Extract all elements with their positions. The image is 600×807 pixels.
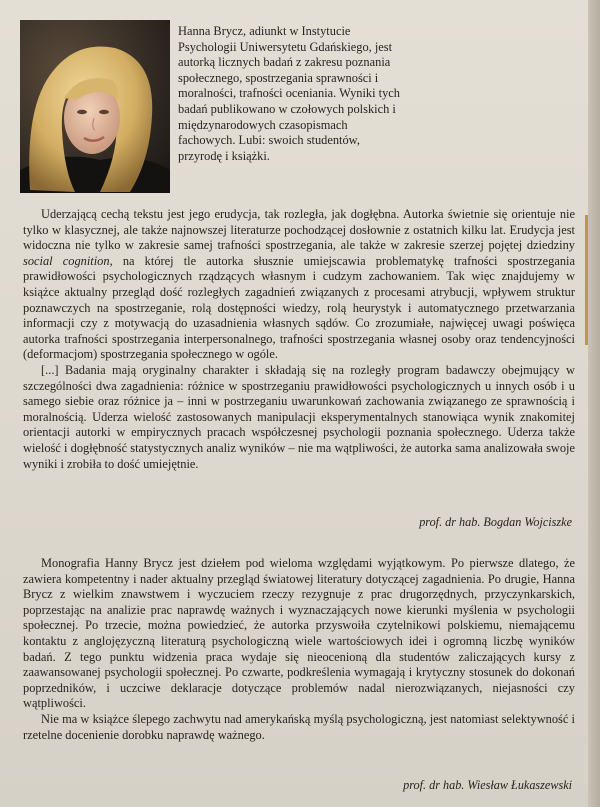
review1-text-b: , na której tle autorka słusznie umiejscawia problematykę trafności spostrzegania prawidłowości psychologicznych rządzących własnym i cudzym zachowaniem. Tak więc znajdujemy w książce aktualny przegląd dość rozległych zagadnień związanych z procesami atrybucji, wpływem struktur poznawczych na spostrzeganie, rolą dostępności wiedzy, rolą heurystyk i automatycznego przetwarzania informacji czy z motywacją do uzasadnienia własnych sądów. Co zrozumiałe, najwięcej uwagi poświęca autorka trafności spostrzegania interpersonalnego, trafności spostrzegania własnej osoby oraz tendencyjności (deformacjom) spostrzegania społecznego w ogóle.: [23, 253, 575, 362]
review2-paragraph-1: Monografia Hanny Brycz jest dziełem pod wieloma względami wyjątkowym. Po pierwsze dlatego, że zawiera kompetentny i nader aktualny przegląd światowej literatury dotyczącej zagadnienia. Po drugie, Hanna Brycz z wielkim znawstwem i wyczuciem rzeczy rezygnuje z prac drugorzędnych, przyczynkarskich, poprzestając na analizie prac naprawdę ważnych i wyznaczających nowe kierunki myślenia w psychologii społecznej. Po trzecie, można powiedzieć, że autorka przyswoiła czytelnikowi polskiemu, niemającemu kontaktu z anglojęzyczną literaturą psychologiczną wiele wartościowych idei i ogromną liczbę wyników badań. Z tego punktu widzenia praca wydaje się nieocenioną dla studentów zaliczających kursy z zaawansowanej psychologii społecznej. Po czwarte, podkreślenia wymagają i krytyczny stosunek do dokonań poprzedników, i uczciwe deklaracje dotyczące problemów nadal nierozwiązanych, niejasności czy wątpliwości.: [23, 556, 575, 711]
review-lukaszewski: [23, 556, 575, 743]
review-wojciszke: [23, 207, 575, 472]
author-photo: [20, 20, 170, 193]
author-portrait-image: [20, 20, 170, 193]
review2-signature: prof. dr hab. Wiesław Łukaszewski: [403, 778, 572, 792]
cover-edge: [588, 0, 600, 807]
review2-paragraph-2: Nie ma w książce ślepego zachwytu nad amerykańską myślą psychologiczną, jest natomiast selektywność i rzetelne docenienie dorobku naprawdę ważnego.: [23, 711, 575, 742]
bookmark-ribbon: [585, 215, 588, 345]
review1-paragraph-1: [23, 207, 575, 363]
review1-paragraph-2: [...] Badania mają oryginalny charakter i składają się na rozległy program badawczy obejmujący w szczególności dwa zagadnienia: różnice w spostrzeganiu prawidłowości psychologicznych u innych osób i u samego siebie oraz różnice ja – inni w postrzeganiu uwarunkowań zachowania związanego ze sprawnością i moralnością. Uderza wielość zastosowanych manipulacji eksperymentalnych stanowiąca wynik znakomitej orientacji autorki w empirycznych pracach współczesnej psychologii poznania społecznego. Uderza także wielość i dogłębność statystycznych analiz wyników – nie ma wątpliwości, że autorka sama analizowała swoje wyniki i zrobiła to dość umiejętnie.: [23, 362, 575, 471]
review1-signature: prof. dr hab. Bogdan Wojciszke: [419, 515, 572, 529]
review1-emphasis: social cognition: [23, 253, 110, 268]
review1-text-a: Uderzającą cechą tekstu jest jego erudycja, tak rozległa, jak dogłębna. Autorka świetnie się orientuje nie tylko w klasycznej, ale także najnowszej literaturze pochodzącej dosłownie z ostatnich kilku lat. Erudycja jest widoczna nie tylko w zakresie samej trafności spostrzegania, ale także w zakresie szerzej pojętej dziedziny: [23, 207, 575, 253]
author-bio: Hanna Brycz, adiunkt w Instytucie Psychologii Uniwersytetu Gdańskiego, jest autorką licznych badań z zakresu poznania społecznego, spostrzegania sprawności i moralności, trafności oceniania. Wyniki tych badań publikowano w czołowych polskich i międzynarodowych czasopismach fachowych. Lubi: swoich studentów, przyrodę i książki.: [178, 24, 400, 163]
